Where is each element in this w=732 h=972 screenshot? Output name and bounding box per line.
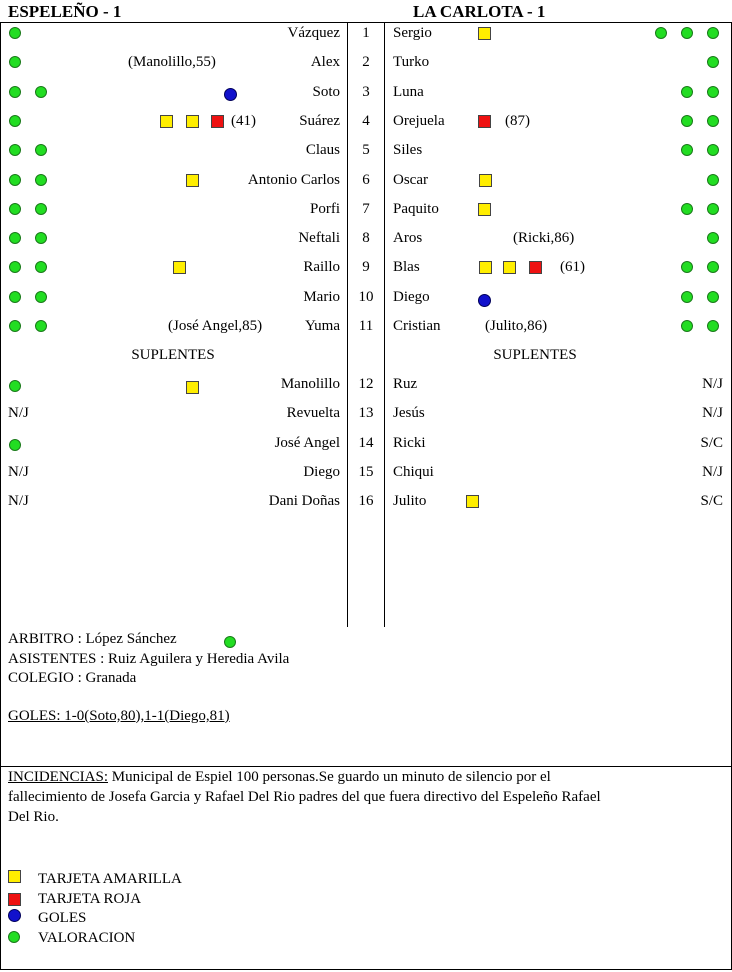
away-rating-dot: [707, 261, 719, 273]
assistants-line: ASISTENTES : Ruiz Aguilera y Heredia Avila: [8, 651, 290, 667]
away-rating-dot: [681, 203, 693, 215]
red-card-icon: [8, 893, 21, 906]
home-rating-dot: [35, 144, 47, 156]
away-sub-name: Chiqui: [393, 464, 434, 480]
away-player-note: (61): [560, 259, 585, 275]
away-rating-dot: [707, 86, 719, 98]
away-sub-name: Ricki: [393, 435, 426, 451]
away-sub-status: S/C: [700, 493, 723, 509]
incidents-divider: [0, 766, 732, 767]
away-rating-dot: [707, 232, 719, 244]
home-rating-dot: [9, 232, 21, 244]
away-sub-name: Jesús: [393, 405, 425, 421]
college-line: COLEGIO : Granada: [8, 670, 137, 686]
away-player-name: Sergio: [393, 25, 432, 41]
home-rating-dot: [9, 291, 21, 303]
home-goal-dot: [224, 88, 237, 101]
home-rating-dot: [9, 261, 21, 273]
home-player-name: Claus: [305, 142, 340, 158]
incidents-line-3: Del Rio.: [8, 809, 59, 825]
home-rating-dot: [9, 115, 21, 127]
home-player-note: (Manolillo,55): [128, 54, 216, 70]
legend-yellow-label: TARJETA AMARILLA: [38, 871, 182, 887]
away-team-title: LA CARLOTA - 1: [413, 2, 546, 21]
home-rating-dot: [9, 56, 21, 68]
away-red-card: [529, 261, 542, 274]
yellow-card-icon: [8, 870, 21, 883]
home-rating-dot: [35, 86, 47, 98]
frame-left: [0, 22, 1, 970]
home-sub-yellow-card: [186, 381, 199, 394]
legend-red-label: TARJETA ROJA: [38, 891, 142, 907]
away-rating-dot: [707, 320, 719, 332]
away-rating-dot: [681, 115, 693, 127]
away-rating-dot: [707, 144, 719, 156]
away-goal-dot: [478, 294, 491, 307]
incidents-text-1: Municipal de Espiel 100 personas.Se guardo un minuto de silencio por el: [108, 769, 551, 785]
home-rating-dot: [9, 27, 21, 39]
away-rating-dot: [707, 291, 719, 303]
home-player-name: Vázquez: [287, 25, 340, 41]
referee-line: ARBITRO : López Sánchez: [8, 631, 177, 647]
row-number: 8: [362, 230, 370, 246]
home-player-name: Antonio Carlos: [247, 172, 340, 188]
incidents-line-1: [8, 768, 551, 786]
away-red-card: [478, 115, 491, 128]
row-number: 15: [358, 464, 374, 480]
away-subs-title: SUPLENTES: [493, 347, 577, 363]
away-sub-status: N/J: [702, 405, 723, 421]
goal-dot-icon: [8, 909, 21, 922]
away-yellow-card: [478, 27, 491, 40]
away-rating-dot: [681, 27, 693, 39]
away-rating-dot: [707, 174, 719, 186]
away-yellow-card: [479, 174, 492, 187]
row-number: 16: [358, 493, 374, 509]
home-sub-name: José Angel: [274, 435, 340, 451]
home-rating-dot: [35, 261, 47, 273]
away-player-name: Paquito: [393, 201, 439, 217]
incidents-label: INCIDENCIAS:: [8, 769, 108, 785]
away-player-name: Siles: [393, 142, 423, 158]
home-rating-dot: [35, 291, 47, 303]
away-sub-status: N/J: [702, 464, 723, 480]
home-rating-dot: [35, 174, 47, 186]
away-sub-name: Julito: [393, 493, 427, 509]
home-sub-name: Dani Doñas: [268, 493, 340, 509]
away-yellow-card: [503, 261, 516, 274]
row-number: 7: [362, 201, 370, 217]
away-player-name: Aros: [393, 230, 423, 246]
frame-top: [0, 22, 732, 23]
home-sub-name: Diego: [303, 464, 340, 480]
away-player-name: Orejuela: [393, 113, 445, 129]
home-player-name: Suárez: [299, 113, 340, 129]
home-subs-title: SUPLENTES: [131, 347, 215, 363]
home-rating-dot: [9, 320, 21, 332]
row-number: 4: [362, 113, 370, 129]
away-player-note: (Ricki,86): [513, 230, 575, 246]
away-rating-dot: [707, 115, 719, 127]
home-player-note: (41): [231, 113, 256, 129]
home-rating-dot: [9, 86, 21, 98]
home-rating-dot: [9, 203, 21, 215]
away-player-name: Cristian: [393, 318, 441, 334]
home-player-name: Yuma: [305, 318, 340, 334]
home-sub-rating-dot: [9, 439, 21, 451]
away-rating-dot: [681, 291, 693, 303]
home-rating-dot: [35, 320, 47, 332]
home-yellow-card: [186, 174, 199, 187]
away-rating-dot: [681, 144, 693, 156]
home-sub-name: Revuelta: [286, 405, 340, 421]
away-rating-dot: [681, 320, 693, 332]
home-player-note: (José Angel,85): [168, 318, 263, 334]
legend-rating-label: VALORACION: [38, 930, 136, 946]
away-player-name: Oscar: [393, 172, 428, 188]
home-sub-status: N/J: [8, 493, 29, 509]
away-rating-dot: [707, 56, 719, 68]
away-sub-name: Ruz: [393, 376, 418, 392]
home-player-name: Neftali: [298, 230, 340, 246]
row-number: 6: [362, 172, 370, 188]
row-number: 1: [362, 25, 370, 41]
home-sub-name: Manolillo: [280, 376, 340, 392]
away-sub-yellow-card: [466, 495, 479, 508]
away-player-note: (87): [505, 113, 530, 129]
away-player-name: Diego: [393, 289, 430, 305]
home-team-title: ESPELEÑO - 1: [8, 2, 122, 21]
home-rating-dot: [9, 174, 21, 186]
home-yellow-card: [160, 115, 173, 128]
goals-line: GOLES: 1-0(Soto,80),1-1(Diego,81): [8, 708, 230, 724]
away-player-name: Blas: [393, 259, 420, 275]
home-sub-rating-dot: [9, 380, 21, 392]
away-rating-dot: [707, 27, 719, 39]
home-player-name: Soto: [312, 84, 340, 100]
away-sub-status: N/J: [702, 376, 723, 392]
home-red-card: [211, 115, 224, 128]
home-rating-dot: [35, 203, 47, 215]
valoracion-dot-icon: [8, 931, 20, 943]
away-player-name: Luna: [393, 84, 424, 100]
home-yellow-card: [173, 261, 186, 274]
row-number: 5: [362, 142, 370, 158]
home-player-name: Porfi: [310, 201, 340, 217]
row-number: 3: [362, 84, 370, 100]
home-sub-status: N/J: [8, 405, 29, 421]
home-player-name: Alex: [310, 54, 340, 70]
home-rating-dot: [9, 144, 21, 156]
row-number: 14: [358, 435, 374, 451]
legend-goals-label: GOLES: [38, 910, 87, 926]
row-number: 11: [358, 318, 374, 334]
away-sub-status: S/C: [700, 435, 723, 451]
home-rating-dot: [35, 232, 47, 244]
home-yellow-card: [186, 115, 199, 128]
row-number: 9: [362, 259, 370, 275]
row-number: 2: [362, 54, 370, 70]
referee-rating-icon: [224, 636, 236, 648]
home-sub-status: N/J: [8, 464, 29, 480]
incidents-line-2: fallecimiento de Josefa Garcia y Rafael Del Rio padres del que fuera directivo del Espeleño Rafael: [8, 789, 601, 805]
away-rating-dot: [707, 203, 719, 215]
away-player-note: (Julito,86): [485, 318, 548, 334]
away-yellow-card: [479, 261, 492, 274]
home-player-name: Raillo: [303, 259, 340, 275]
home-player-name: Mario: [303, 289, 340, 305]
away-rating-dot: [655, 27, 667, 39]
frame-bottom: [0, 969, 732, 970]
row-number: 13: [358, 405, 374, 421]
row-number: 12: [358, 376, 374, 392]
row-number: 10: [358, 289, 374, 305]
away-rating-dot: [681, 86, 693, 98]
away-rating-dot: [681, 261, 693, 273]
away-player-name: Turko: [393, 54, 430, 70]
column-divider-right: [384, 22, 385, 627]
away-yellow-card: [478, 203, 491, 216]
